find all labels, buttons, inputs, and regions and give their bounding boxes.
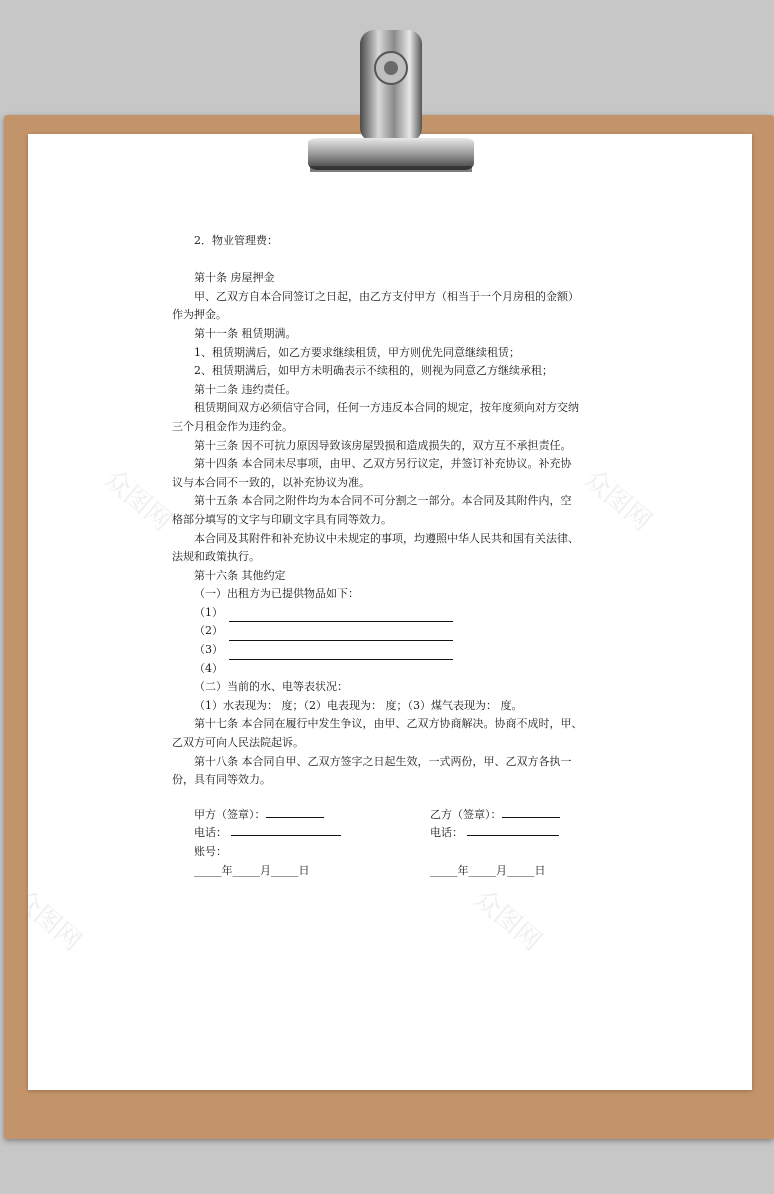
document-line: 议与本合同不一致的，以补充协议为准。 — [172, 475, 370, 489]
party-a-label: 甲方（签章）： — [194, 807, 266, 821]
party-a-phone-label: 电话： — [194, 826, 227, 840]
document-line: 第十二条 违约责任。 — [194, 382, 297, 396]
document-line: 法规和政策执行。 — [172, 550, 260, 564]
party-b-label: 乙方（签章）： — [430, 807, 502, 821]
document-line: 本合同及其附件和补充协议中未规定的事项，均遵照中华人民共和国有关法律、 — [194, 531, 579, 545]
binder-clip-icon — [296, 20, 476, 180]
provided-item-number: （1） — [194, 605, 223, 619]
document-line: 第十四条 本合同未尽事项，由甲、乙双方另行议定，并签订补充协议。补充协 — [194, 457, 572, 471]
document-line: 作为押金。 — [172, 308, 227, 322]
blank-line — [172, 251, 606, 270]
document-body — [172, 232, 606, 880]
provided-item-row — [172, 604, 606, 623]
provided-item-row — [172, 641, 606, 660]
party-b-block — [430, 806, 630, 880]
document-line: 份，具有同等效力。 — [172, 773, 271, 787]
document-line: 第十一条 租赁期满。 — [194, 326, 297, 340]
document-line: 乙双方可向人民法院起诉。 — [172, 736, 304, 750]
document-line: 格部分填写的文字与印刷文字具有同等效力。 — [172, 512, 392, 526]
signature-section — [172, 806, 606, 880]
document-line: （二）当前的水、电等表状况： — [194, 680, 348, 694]
provided-item-row — [172, 622, 606, 641]
provided-item-blank — [229, 609, 453, 622]
party-a-date: _____年_____月_____日 — [194, 863, 310, 877]
party-b-phone-label: 电话： — [430, 826, 463, 840]
party-b-signature-blank — [502, 806, 560, 818]
document-line: 第十八条 本合同自甲、乙双方签字之日起生效，一式两份，甲、乙双方各执一 — [194, 754, 572, 768]
provided-item-blank — [229, 628, 453, 641]
provided-item-blank — [229, 647, 453, 660]
document-line: （一）出租方为已提供物品如下： — [194, 587, 359, 601]
document-line: 第十七条 本合同在履行中发生争议，由甲、乙双方协商解决。协商不成时，甲、 — [194, 717, 583, 731]
document-line: 2．物业管理费： — [194, 234, 278, 247]
document-line: 第十条 房屋押金 — [194, 271, 275, 285]
document-line: 第十六条 其他约定 — [194, 568, 286, 582]
party-b-phone-blank — [467, 824, 559, 836]
document-line: 第十三条 因不可抗力原因导致该房屋毁损和造成损失的，双方互不承担责任。 — [194, 438, 572, 452]
document-line: 三个月租金作为违约金。 — [172, 419, 293, 433]
document-line: 甲、乙双方自本合同签订之日起，由乙方支付甲方（相当于一个月房租的金额） — [194, 289, 579, 303]
provided-items-list — [172, 604, 606, 678]
document-line: 2、租赁期满后，如甲方未明确表示不续租的，则视为同意乙方继续承租； — [194, 364, 553, 378]
document-line: 租赁期间双方必须信守合同，任何一方违反本合同的规定，按年度须向对方交纳 — [194, 401, 579, 415]
document-line: 1、租赁期满后，如乙方要求继续租赁，甲方则优先同意继续租赁； — [194, 345, 520, 359]
document-line: 第十五条 本合同之附件均为本合同不可分割之一部分。本合同及其附件内，空 — [194, 494, 572, 508]
party-a-account-label: 账号： — [194, 845, 227, 858]
party-b-date: _____年_____月_____日 — [430, 863, 546, 877]
party-a-signature-blank — [266, 806, 324, 818]
provided-item-number: （3） — [194, 643, 223, 657]
party-a-phone-blank — [231, 824, 341, 836]
party-a-block — [194, 806, 394, 880]
provided-item-number: （2） — [194, 624, 223, 638]
document-line: （1）水表现为： 度；（2）电表现为： 度；（3）煤气表现为： 度。 — [194, 698, 523, 712]
provided-item-row — [172, 660, 606, 679]
provided-item-number: （4） — [194, 661, 223, 675]
